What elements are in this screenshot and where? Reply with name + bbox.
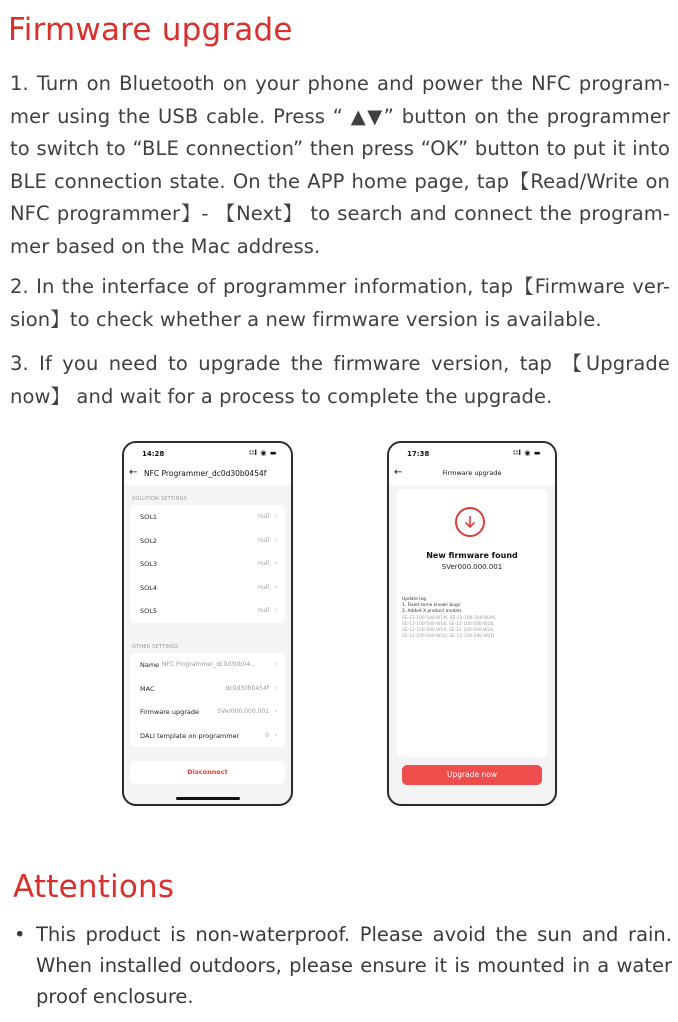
- row-label: Firmware upgrade: [140, 708, 200, 716]
- new-firmware-heading: New firmware found: [426, 551, 518, 560]
- settings-row-sol2[interactable]: [130, 529, 285, 553]
- row-label: SOL4: [140, 583, 157, 592]
- update-log-models: SE-12-100-500-W1D, SE-12-100-500-W2D: [402, 634, 494, 640]
- arrow-left-icon[interactable]: ←: [129, 467, 138, 478]
- update-log-models: SE-12-100-500-W1B, SE-12-100-500-W2B,: [402, 621, 495, 627]
- status-bar: [124, 443, 291, 463]
- row-value: null: [258, 560, 269, 567]
- row-label: MAC: [140, 684, 155, 693]
- row-value: null: [258, 536, 269, 544]
- attention-bullet: [10, 919, 672, 1012]
- arrow-left-icon[interactable]: ←: [394, 467, 403, 478]
- firmware-version: SVer000.000.001: [441, 563, 503, 571]
- row-value: null: [258, 513, 269, 520]
- update-log-models: SE-12-100-500-W1M, SE-12-100-500-W2M,: [402, 615, 497, 621]
- phone-mockup-firmware-upgrade: [387, 441, 557, 806]
- other-settings-label: OTHER SETTINGS: [132, 644, 179, 650]
- solution-settings-card: [130, 505, 285, 623]
- chevron-right-icon: ›: [274, 730, 277, 739]
- row-value: NFC Programmer_dc0d30b04...: [162, 661, 256, 668]
- settings-row-sol5[interactable]: [130, 599, 285, 623]
- signal-icons: ∷l ◉ ▬: [513, 449, 541, 457]
- row-value: SVer000.000.001: [217, 708, 269, 715]
- attention-text: This product is non-waterproof. Please avoid the sun and rain. When installed outdoors, please ensure it is mounted in a water proof enclosure.: [36, 923, 672, 1008]
- row-value: 0: [265, 731, 269, 739]
- phone-mockup-programmer-info: [122, 441, 293, 806]
- update-log-models: SE-12-100-500-W1A, SE-12-100-500-W2A,: [402, 628, 495, 634]
- disconnect-button[interactable]: Disconnect: [130, 761, 285, 784]
- section-title-attentions: Attentions: [13, 869, 175, 905]
- chevron-right-icon: ›: [274, 707, 277, 715]
- status-time: 17:38: [407, 450, 430, 458]
- chevron-right-icon: ›: [274, 660, 277, 668]
- status-bar: [389, 443, 555, 463]
- row-label: SOL1: [140, 513, 157, 521]
- chevron-right-icon: ›: [274, 606, 277, 614]
- row-label: SOL5: [140, 607, 157, 615]
- signal-icons: ∷l ◉ ▬: [249, 449, 277, 457]
- instruction-step-2: 2. In the interface of programmer information, tap【Firmware ver-sion】to check whether a new firmware version is available.: [10, 275, 670, 331]
- row-label: SOL2: [140, 536, 157, 545]
- download-arrow-icon: [455, 507, 485, 537]
- status-time: 14:28: [142, 450, 165, 458]
- row-value: dc0d30b0454f: [225, 684, 269, 692]
- row-value: null: [258, 583, 269, 591]
- settings-row-name[interactable]: [130, 653, 285, 677]
- settings-row-sol4[interactable]: [130, 576, 285, 600]
- settings-row-dali-template[interactable]: [130, 724, 285, 748]
- chevron-right-icon: ›: [274, 582, 277, 591]
- settings-row-mac[interactable]: [130, 677, 285, 701]
- section-title-firmware-upgrade: Firmware upgrade: [8, 12, 293, 48]
- bullet-icon: •: [14, 923, 26, 946]
- other-settings-card: [130, 653, 285, 747]
- upgrade-now-button[interactable]: Upgrade now: [402, 765, 542, 785]
- update-log: [402, 597, 496, 640]
- chevron-right-icon: ›: [274, 535, 277, 544]
- instruction-step-1: 1. Turn on Bluetooth on your phone and power the NFC program-mer using the USB cable. Press “ ▲▼” button on the programmer to switch to “BLE connection” then press “OK” button to put it into BLE connection state. On the APP home page, tap【Read/Write on NFC programmer】- 【Next】 to search and connect the program-mer based on the Mac address.: [10, 72, 670, 258]
- settings-row-sol1[interactable]: [130, 505, 285, 529]
- settings-row-firmware-upgrade[interactable]: [130, 700, 285, 724]
- instruction-step-3: 3. If you need to upgrade the firmware version, tap 【Upgrade now】 and wait for a process to complete the upgrade.: [10, 352, 670, 408]
- chevron-right-icon: ›: [274, 512, 277, 520]
- screen-title: NFC Programmer_dc0d30b0454f: [144, 469, 267, 478]
- chevron-right-icon: ›: [274, 683, 277, 692]
- firmware-card: [397, 489, 547, 757]
- row-value: null: [258, 607, 269, 614]
- solution-settings-label: SOLUTION SETTINGS: [132, 496, 188, 502]
- nav-bar: [124, 463, 291, 485]
- update-log-item: 2. Added X product models: [402, 609, 462, 615]
- screen-title: Firmware upgrade: [442, 469, 502, 477]
- home-indicator: [176, 797, 240, 800]
- settings-row-sol3[interactable]: [130, 552, 285, 576]
- row-label: SOL3: [140, 560, 157, 568]
- chevron-right-icon: ›: [274, 559, 277, 567]
- update-log-item: 1. Fixed some known bugs: [402, 603, 461, 609]
- row-label: Name: [140, 661, 160, 669]
- update-log-title: Update log: [402, 597, 426, 602]
- row-label: DALI template on programmer: [140, 731, 240, 740]
- nav-bar: [389, 463, 555, 485]
